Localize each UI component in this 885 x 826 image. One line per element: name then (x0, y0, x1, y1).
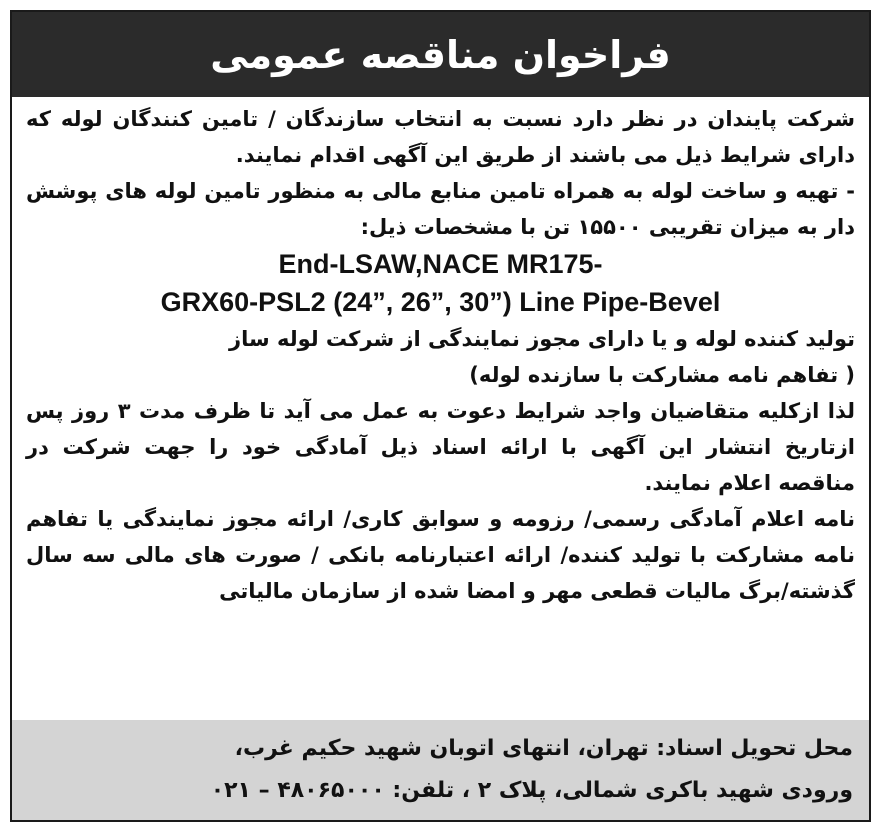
pipe-spec-line-1: End-LSAW,NACE MR175- (278, 249, 603, 279)
notice-title: فراخوان مناقصه عمومی (12, 12, 869, 97)
documents-paragraph: نامه اعلام آمادگی رسمی/ رزومه و سوابق کاری/ ارائه مجوز نمایندگی یا تفاهم نامه مشارکت با تولید کننده/ ارائه اعتبارنامه بانکی / صورت های مالی سه سال گذشته/برگ مالیات قطعی مهر و امضا شده از سازمان مالیاتی (26, 507, 855, 603)
invitation-paragraph: لذا ازکلیه متقاضیان واجد شرایط دعوت به عمل می آید تا ظرف مدت ۳ روز پس ازتاریخ انتشار این آگهی با ارائه اسناد ذیل آمادگی خود را جهت شرکت در مناقصه اعلام نمایند. (26, 399, 855, 495)
requirement-item: - تهیه و ساخت لوله به همراه تامین منابع مالی به منظور تامین لوله های پوشش دار به میزان تقریبی ۱۵۵۰۰ تن با مشخصات ذیل: (26, 179, 855, 239)
address-line-1: محل تحویل اسناد: تهران، انتهای اتوبان شهید حکیم غرب، (234, 736, 853, 761)
address-line-2: ورودی شهید باکری شمالی، پلاک ۲ ، تلفن: ۴۸۰۶۵۰۰۰ – ۰۲۱ (210, 778, 853, 803)
producer-requirement: تولید کننده لوله و یا دارای مجوز نمایندگی از شرکت لوله ساز (229, 327, 855, 351)
notice-body (12, 97, 869, 697)
delivery-address (12, 720, 869, 820)
intro-paragraph: شرکت پایندان در نظر دارد نسبت به انتخاب سازندگان / تامین کنندگان لوله که دارای شرایط ذیل می باشند از طریق این آگهی اقدام نمایند. (26, 107, 855, 167)
producer-note: ( تفاهم نامه مشارکت با سازنده لوله) (469, 363, 855, 387)
tender-notice (10, 10, 871, 822)
pipe-spec-line-2: GRX60-PSL2 (24”, 26”, 30”) Line Pipe-Bevel (160, 287, 721, 317)
